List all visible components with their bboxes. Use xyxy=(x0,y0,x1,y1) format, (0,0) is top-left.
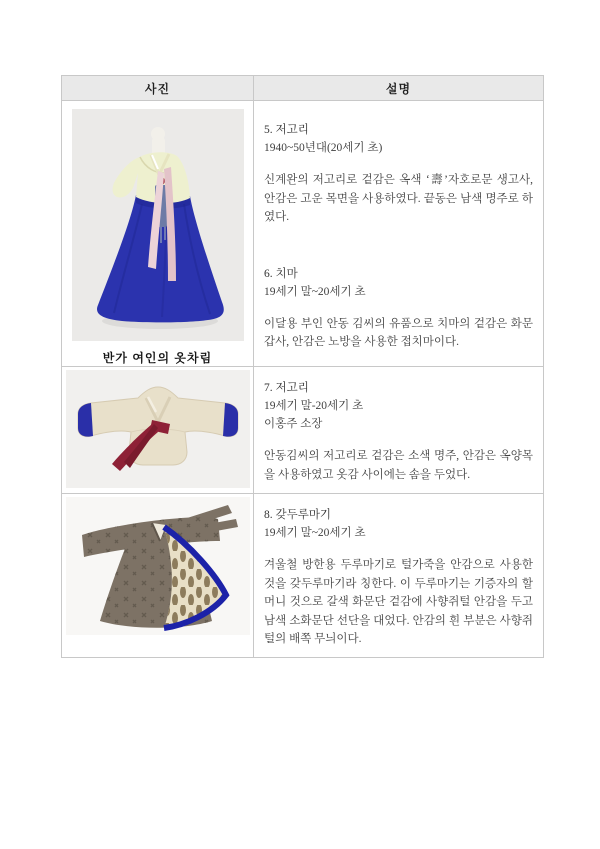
table-row xyxy=(62,494,544,658)
artifact-title: 8. 갖두루마기 xyxy=(264,509,332,521)
hanbok-full-illustration xyxy=(72,109,244,341)
artifact-period: 19세기 말~20세기 초 xyxy=(264,285,366,298)
artifact-description: 신계완의 저고리로 겉감은 옥색 ‘壽’자호로문 생고사, 안감은 고운 목면을 사용하였다. 끝동은 남색 명주로 하였다. xyxy=(264,174,533,223)
photo-caption: 반가 여인의 옷차림 xyxy=(102,351,213,365)
description-cell xyxy=(254,101,544,367)
hanbok-full-photo xyxy=(72,109,244,341)
description-cell xyxy=(254,367,544,494)
artifact-title: 5. 저고리 xyxy=(264,124,309,136)
artifact-entry xyxy=(264,379,533,484)
durumagi-illustration xyxy=(66,497,250,635)
jeogori-flat-photo xyxy=(66,370,250,488)
cuff-blue-left xyxy=(78,403,93,437)
photo-cell-durumagi xyxy=(62,494,254,658)
table-row xyxy=(62,367,544,494)
artifact-period: 1940~50년대(20세기 초) xyxy=(264,142,383,154)
artifact-description: 겨울철 방한용 두루마기로 털가죽을 안감으로 사용한 것을 갖두루마기라 칭한다. 이 두루마기는 기증자의 할머니 것으로 갈색 화문단 겉감에 사향쥐털 안감을 두고 남색 소화문단 선단을 대었다. 안감의 흰 부분은 사향쥐털의 배쪽 무늬이다. xyxy=(264,559,533,645)
artifact-period: 19세기 말-20세기 초 xyxy=(264,400,364,412)
artifact-owner: 이홍주 소장 xyxy=(264,418,323,430)
artifact-entry xyxy=(264,121,533,227)
table-header-row xyxy=(62,76,544,101)
artifact-description: 안동김씨의 저고리로 겉감은 소색 명주, 안감은 옥양목을 사용하였고 옷감 사이에는 솜을 두었다. xyxy=(264,450,533,481)
table-row xyxy=(62,101,544,367)
durumagi-photo xyxy=(66,497,250,635)
photo-cell-hanbok xyxy=(62,101,254,367)
artifact-entry xyxy=(264,265,533,352)
photo-cell-jeogori xyxy=(62,367,254,494)
artifact-title: 7. 저고리 xyxy=(264,382,309,394)
artifact-table xyxy=(61,75,544,658)
description-cell xyxy=(254,494,544,658)
artifact-description: 이달용 부인 안동 김씨의 유품으로 치마의 겉감은 화문 갑사, 안감은 노방을 사용한 접치마이다. xyxy=(264,317,533,348)
column-header-photo: 사진 xyxy=(62,76,254,101)
jeogori-flat-illustration xyxy=(66,370,250,488)
cuff-blue-right xyxy=(223,403,238,437)
artifact-title: 6. 치마 xyxy=(264,267,298,280)
column-header-description: 설명 xyxy=(254,76,544,101)
artifact-entry xyxy=(264,506,533,649)
artifact-period: 19세기 말~20세기 초 xyxy=(264,527,366,539)
